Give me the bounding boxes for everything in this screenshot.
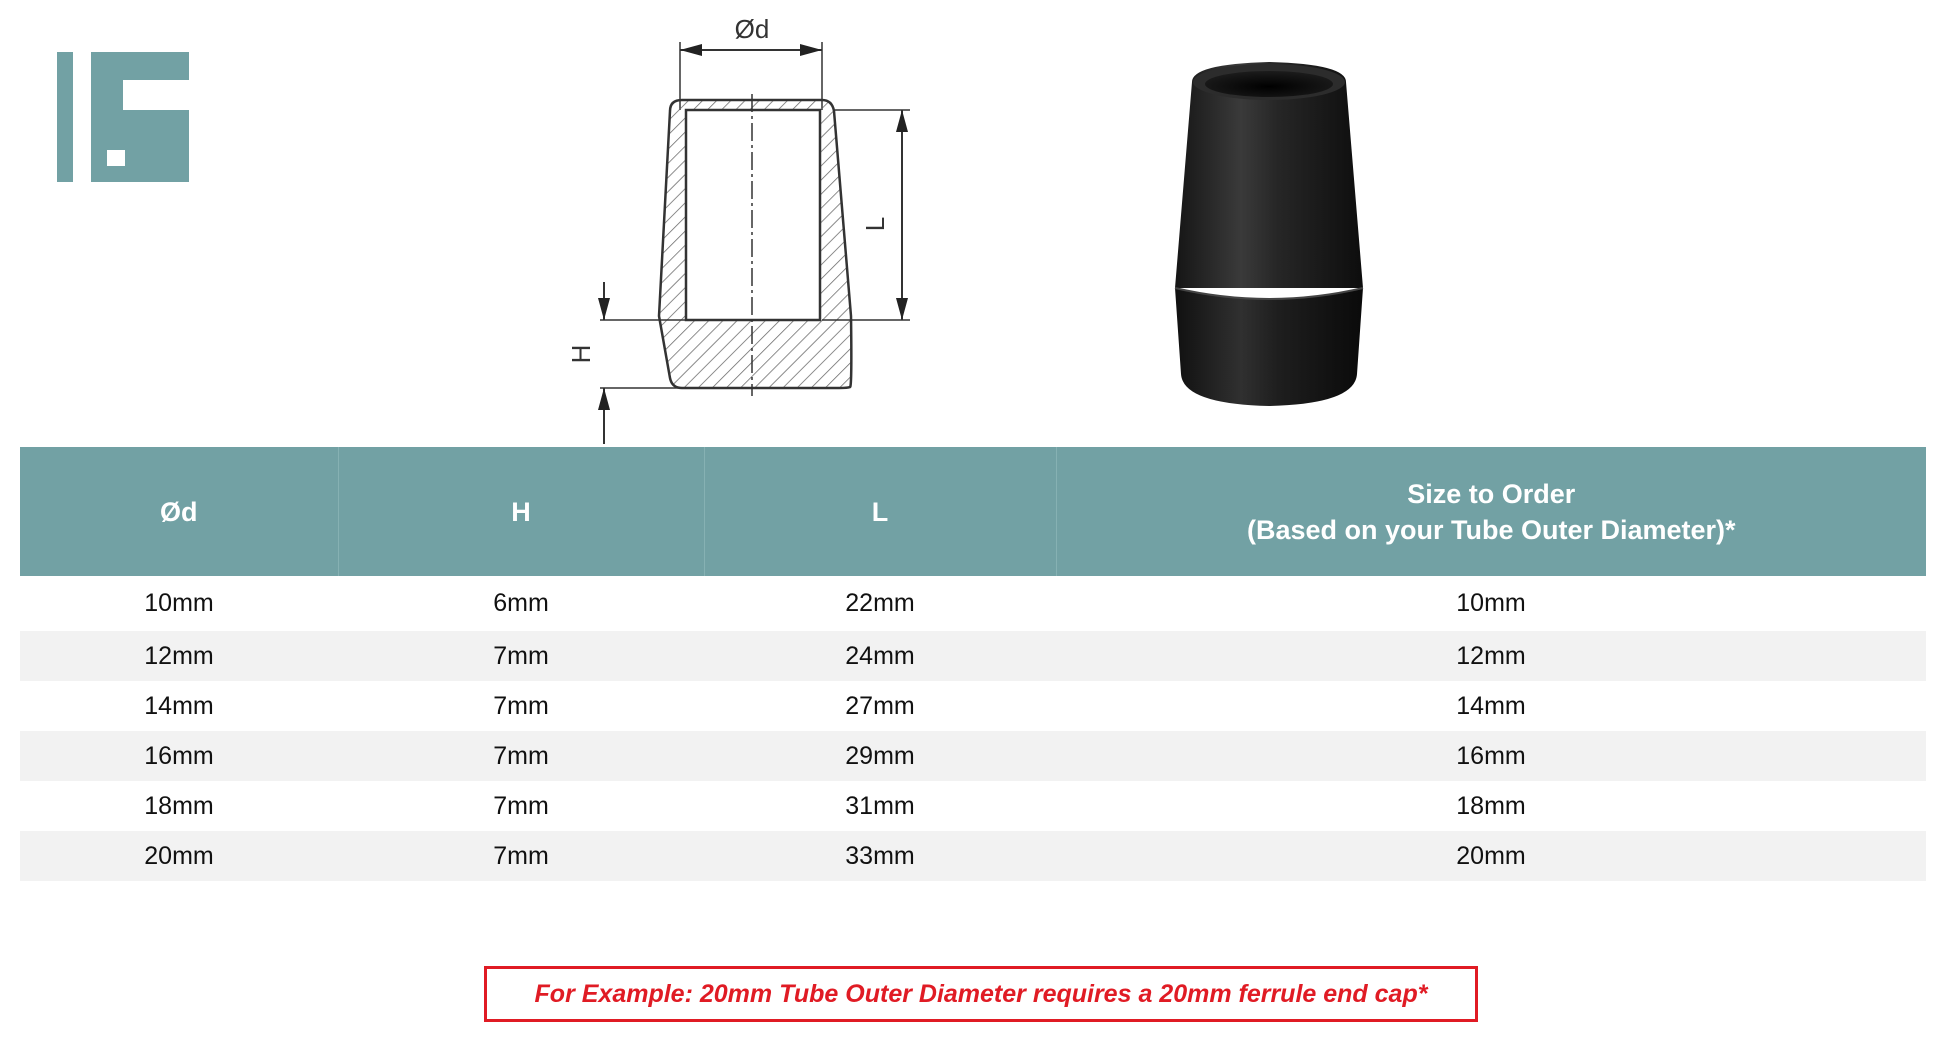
cell-diameter: 16mm	[20, 731, 338, 781]
dimension-diagram	[534, 14, 954, 448]
table-header-row	[20, 447, 1926, 576]
cell-diameter: 18mm	[144, 791, 214, 820]
diameter-label: Ød	[734, 14, 770, 44]
table-row	[20, 831, 1926, 881]
cell-length: 33mm	[704, 831, 1056, 881]
cell-height: 7mm	[338, 731, 704, 781]
cell-length: 24mm	[704, 631, 1056, 681]
height-label: H	[566, 344, 596, 364]
table-row	[20, 576, 1926, 631]
column-header-length: L	[704, 447, 1056, 576]
table-row	[20, 631, 1926, 681]
cell-length: 31mm	[845, 791, 915, 820]
cell-length: 29mm	[704, 731, 1056, 781]
cell-size-to-order: 20mm	[1056, 831, 1926, 881]
black-ferrule-end-cap-photo	[1119, 44, 1419, 420]
size-to-order-title: Size to Order	[1407, 478, 1576, 509]
table-row	[20, 731, 1926, 781]
table-row	[20, 681, 1926, 731]
table-row	[20, 781, 1926, 831]
column-header-diameter: Ød	[20, 447, 338, 576]
cell-height: 7mm	[338, 631, 704, 681]
cell-diameter: 12mm	[20, 631, 338, 681]
size-to-order-subtitle: (Based on your Tube Outer Diameter)*	[1246, 514, 1736, 545]
cell-height: 6mm	[493, 589, 549, 617]
cell-height: 7mm	[493, 691, 549, 720]
cell-diameter: 20mm	[20, 831, 338, 881]
example-note-box	[484, 966, 1478, 1022]
cell-size-to-order: 16mm	[1056, 731, 1926, 781]
size-specification-table	[20, 447, 1926, 881]
cell-length: 27mm	[845, 691, 915, 720]
cell-length: 22mm	[845, 589, 915, 617]
cell-height: 7mm	[493, 791, 549, 820]
cell-size-to-order: 10mm	[1456, 589, 1526, 617]
cell-diameter: 14mm	[144, 691, 214, 720]
cell-size-to-order: 14mm	[1456, 691, 1526, 720]
cell-diameter: 10mm	[144, 589, 214, 617]
cell-size-to-order: 18mm	[1456, 791, 1526, 820]
column-header-height: H	[338, 447, 704, 576]
company-logo	[57, 52, 189, 182]
column-header-size-to-order	[1056, 447, 1926, 576]
cell-height: 7mm	[338, 831, 704, 881]
cell-size-to-order: 12mm	[1056, 631, 1926, 681]
example-note-text: For Example: 20mm Tube Outer Diameter requires a 20mm ferrule end cap*	[534, 979, 1428, 1008]
length-label: L	[860, 216, 890, 232]
